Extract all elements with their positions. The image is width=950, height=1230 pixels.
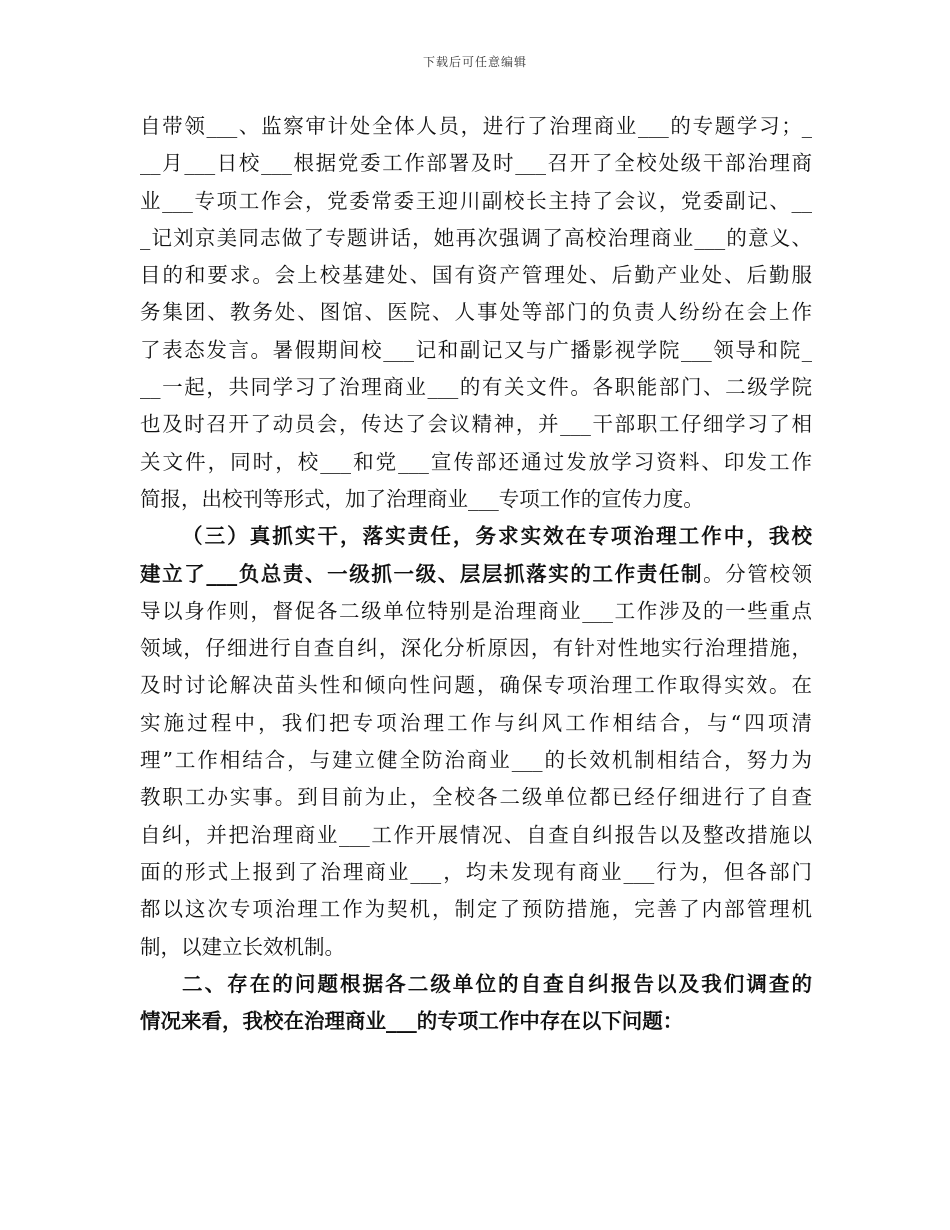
section-heading-line: 情况来看，我校在治理商业___的专项工作中存在以下问题：	[140, 1009, 684, 1034]
text-line: __一起，共同学习了治理商业___的有关文件。各职能部门、二级学院	[140, 375, 812, 400]
text-line: 自带领___、监察审计处全体人员，进行了治理商业___的专题学习；_	[140, 114, 812, 138]
section-heading-text: 建立了___负总责、一级抓一级、层层抓落实的工作责任制	[140, 561, 704, 586]
text-line: 面的形式上报到了治理商业___，均未发现有商业___行为，但各部门	[140, 859, 812, 884]
text-line: 也及时召开了动员会，传达了会议精神，并___干部职工仔细学习了相	[140, 412, 812, 437]
paragraph-2	[140, 518, 812, 966]
text-line: _记刘京美同志做了专题讲话，她再次强调了高校治理商业___的意义、	[140, 225, 812, 250]
document-body	[140, 108, 812, 1040]
text-line: 理”工作相结合，与建立健全防治商业___的长效机制相结合，努力为	[140, 748, 812, 773]
text-line: 导以身作则，督促各二级单位特别是治理商业___工作涉及的一些重点	[140, 598, 812, 623]
text-line: 实施过程中，我们把专项治理工作与纠风工作相结合，与“四项清	[140, 710, 812, 735]
mixed-line	[140, 556, 812, 593]
text-line: 及时讨论解决苗头性和倾向性问题，确保专项治理工作取得实效。在	[140, 673, 812, 698]
page-header: 下载后可任意编辑	[422, 55, 527, 69]
text-line: 了表态发言。暑假期间校___记和副记又与广播影视学院___领导和院_	[140, 337, 812, 362]
text-line: __月___日校___根据党委工作部署及时___召开了全校处级干部治理商	[140, 151, 812, 176]
text-line: 关文件，同时，校___和党___宣传部还通过发放学习资料、印发工作	[140, 449, 812, 474]
text-line: 简报，出校刊等形式，加了治理商业___专项工作的宣传力度。	[140, 486, 704, 511]
text-line: 教职工办实事。到目前为止，全校各二级单位都已经仔细进行了自查	[140, 785, 812, 810]
text-line: 领域，仔细进行自查自纠，深化分析原因，有针对性地实行治理措施，	[140, 636, 812, 661]
paragraph-text: 。分管校领	[703, 561, 813, 586]
section-heading-line: （三）真抓实干，落实责任，务求实效在专项治理工作中，我校	[182, 524, 812, 549]
text-line: 制，以建立长效机制。	[140, 934, 345, 959]
section-heading-line: 二、存在的问题根据各二级单位的自查自纠报告以及我们调查的	[182, 971, 812, 996]
text-line: 业___专项工作会，党委常委王迎川副校长主持了会议，党委副记、__	[140, 188, 812, 213]
paragraph-1	[140, 108, 812, 518]
text-line: 都以这次专项治理工作为契机，制定了预防措施，完善了内部管理机	[140, 897, 812, 922]
text-line: 自纠，并把治理商业___工作开展情况、自查自纠报告以及整改措施以	[140, 822, 812, 847]
text-line: 务集团、教务处、图馆、医院、人事处等部门的负责人纷纷在会上作	[140, 300, 812, 325]
paragraph-3	[140, 966, 812, 1041]
text-line: 目的和要求。会上校基建处、国有资产管理处、后勤产业处、后勤服	[140, 263, 812, 288]
